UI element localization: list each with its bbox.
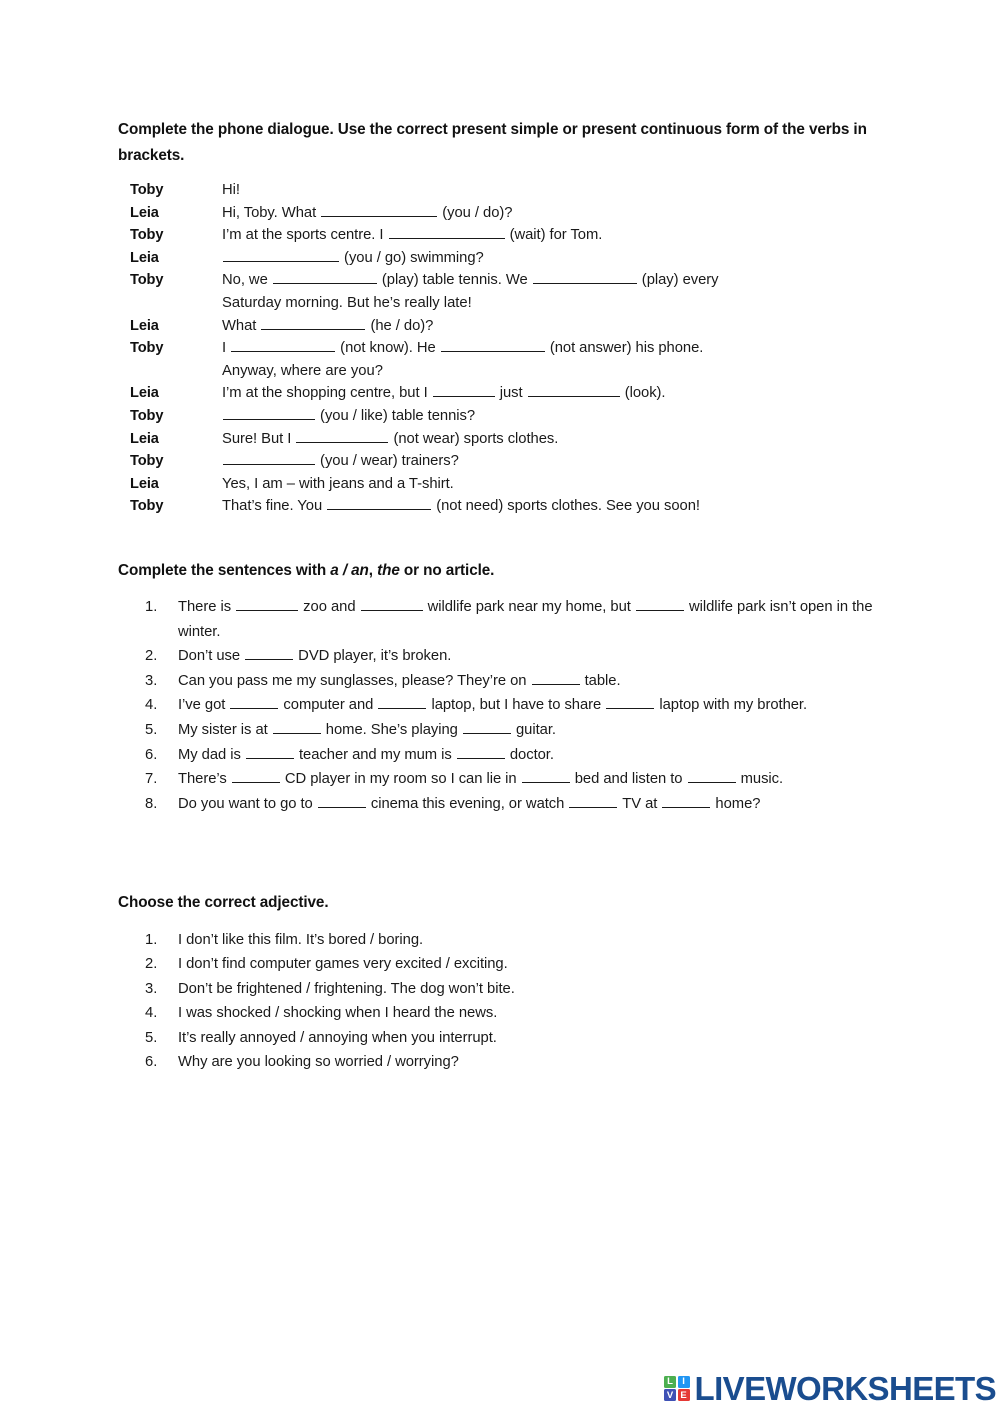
- logo-tile-i: I: [678, 1376, 690, 1388]
- list-item-number: 1.: [145, 932, 158, 948]
- list-item: [145, 1001, 905, 1025]
- dialogue-speaker-name: Toby: [130, 227, 164, 244]
- list-item-text: There’s CD player in my room so I can lie in bed and listen to music.: [178, 767, 905, 792]
- logo-tile-l: L: [664, 1376, 676, 1388]
- dialogue-line-text: I’m at the shopping centre, but I just (look).: [222, 382, 920, 405]
- answer-blank[interactable]: [389, 225, 505, 240]
- answer-blank[interactable]: [327, 496, 431, 511]
- dialogue-line: [130, 495, 920, 518]
- list-item-text: I’ve got computer and laptop, but I have to share laptop with my brother.: [178, 693, 905, 718]
- answer-blank[interactable]: [662, 793, 710, 808]
- answer-blank[interactable]: [532, 670, 580, 685]
- answer-blank[interactable]: [457, 744, 505, 759]
- list-item-number: 3.: [145, 980, 158, 997]
- dialogue-speaker-name: Leia: [130, 385, 159, 402]
- answer-blank[interactable]: [230, 695, 278, 710]
- dialogue-speaker-name: Toby: [130, 453, 164, 470]
- heading-articles-em-the: the: [377, 562, 400, 579]
- answer-blank[interactable]: [261, 315, 365, 330]
- answer-blank[interactable]: [378, 695, 426, 710]
- dialogue-speaker-name: Toby: [130, 272, 164, 289]
- heading-articles-em-a-an: a / an: [330, 562, 369, 579]
- dialogue-line-continuation: Anyway, where are you?: [222, 362, 383, 379]
- list-item-number: 5.: [145, 721, 158, 738]
- list-item: [145, 767, 905, 792]
- dialogue-line-text: (you / wear) trainers?: [222, 450, 920, 473]
- dialogue-speaker-name: Leia: [130, 317, 159, 334]
- list-item-text: My sister is at home. She’s playing guitar.: [178, 718, 905, 743]
- list-item-text[interactable]: I don’t like this film. It’s bored / boring.: [178, 932, 424, 948]
- dialogue-line: [130, 315, 920, 338]
- list-item-text[interactable]: I was shocked / shocking when I heard the news.: [178, 1005, 498, 1022]
- answer-blank[interactable]: [273, 719, 321, 734]
- dialogue-line: [130, 382, 920, 405]
- dialogue-line: [130, 473, 920, 496]
- list-item: [145, 1050, 905, 1074]
- dialogue-line-text: That’s fine. You (not need) sports clothes. See you soon!: [222, 495, 920, 518]
- section-heading-dialogue: Complete the phone dialogue. Use the correct present simple or present continuous form of the verbs in brackets.: [118, 121, 867, 164]
- list-item: [145, 644, 905, 669]
- answer-blank[interactable]: [223, 451, 315, 466]
- dialogue-line: [130, 269, 920, 292]
- dialogue-line-text: (you / like) table tennis?: [222, 405, 920, 428]
- answer-blank[interactable]: [688, 769, 736, 784]
- list-item: [145, 977, 905, 1001]
- dialogue-line-text: I (not know). He (not answer) his phone.: [222, 337, 920, 360]
- liveworksheets-wordmark: LIVEWORKSHEETS: [694, 1370, 996, 1407]
- dialogue-speaker-name: Toby: [130, 498, 164, 515]
- dialogue-line-continuation: Saturday morning. But he’s really late!: [222, 294, 472, 311]
- dialogue-speaker-name: Leia: [130, 249, 159, 266]
- list-item-number: 7.: [145, 771, 158, 788]
- answer-blank[interactable]: [522, 769, 570, 784]
- list-item: [145, 669, 905, 694]
- list-item: [145, 718, 905, 743]
- dialogue-line-text: (you / go) swimming?: [222, 247, 920, 270]
- list-item: [145, 1026, 905, 1050]
- list-item-number: 6.: [145, 746, 158, 763]
- dialogue-speaker-name: Leia: [130, 430, 159, 447]
- list-item: [145, 928, 905, 952]
- list-item-number: 1.: [145, 599, 158, 615]
- list-item-text[interactable]: Why are you looking so worried / worrying?: [178, 1054, 459, 1071]
- dialogue-line-text: I’m at the sports centre. I (wait) for Tom.: [222, 224, 920, 247]
- heading-articles-mid: ,: [368, 562, 378, 579]
- list-item-number: 3.: [145, 672, 158, 689]
- list-item: [145, 693, 905, 718]
- dialogue-line-text: No, we (play) table tennis. We (play) every: [222, 269, 920, 292]
- list-item-number: 4.: [145, 697, 158, 714]
- list-item-text[interactable]: Don’t be frightened / frightening. The dog won’t bite.: [178, 980, 515, 997]
- dialogue-speaker-name: Toby: [130, 182, 164, 198]
- liveworksheets-logo-icon: [664, 1376, 690, 1402]
- dialogue-line: [130, 450, 920, 473]
- answer-blank[interactable]: [223, 247, 339, 262]
- answer-blank[interactable]: [569, 793, 617, 808]
- heading-articles-prefix: Complete the sentences with: [118, 562, 331, 579]
- section-heading-adjectives: Choose the correct adjective.: [118, 894, 329, 911]
- list-item-number: 6.: [145, 1054, 158, 1071]
- dialogue-line-text: What (he / do)?: [222, 315, 920, 338]
- dialogue-speaker-name: Toby: [130, 340, 164, 357]
- answer-blank[interactable]: [223, 405, 315, 420]
- list-item-number: 2.: [145, 648, 158, 665]
- list-item: [145, 952, 905, 976]
- list-item-text[interactable]: It’s really annoyed / annoying when you interrupt.: [178, 1029, 497, 1046]
- dialogue-line-text: Yes, I am – with jeans and a T-shirt.: [222, 475, 454, 492]
- list-item: [145, 792, 905, 817]
- answer-blank[interactable]: [463, 719, 511, 734]
- dialogue-line: [130, 224, 920, 247]
- answer-blank[interactable]: [231, 338, 335, 353]
- list-item: [145, 595, 905, 644]
- answer-blank[interactable]: [246, 744, 294, 759]
- list-item: [145, 743, 905, 768]
- list-item-text: My dad is teacher and my mum is doctor.: [178, 743, 905, 768]
- dialogue-line-text: Sure! But I (not wear) sports clothes.: [222, 428, 920, 451]
- list-item-number: 4.: [145, 1005, 158, 1022]
- answer-blank[interactable]: [441, 338, 545, 353]
- dialogue-speaker-name: Leia: [130, 204, 159, 221]
- answer-blank[interactable]: [636, 596, 684, 611]
- answer-blank[interactable]: [528, 383, 620, 398]
- dialogue-line: [130, 247, 920, 270]
- articles-question-list: [145, 595, 905, 816]
- answer-blank[interactable]: [606, 695, 654, 710]
- dialogue-speaker-name: Leia: [130, 475, 159, 492]
- dialogue-line: [130, 337, 920, 360]
- answer-blank[interactable]: [245, 646, 293, 661]
- answer-blank[interactable]: [273, 270, 377, 285]
- list-item-text: Don’t use DVD player, it’s broken.: [178, 644, 905, 669]
- dialogue-line: [130, 179, 920, 202]
- dialogue-line: [130, 428, 920, 451]
- answer-blank[interactable]: [232, 769, 280, 784]
- phone-dialogue-list: [130, 179, 920, 518]
- logo-tile-e: E: [678, 1389, 690, 1401]
- list-item-number: 2.: [145, 956, 158, 973]
- liveworksheets-logo: [664, 1372, 996, 1405]
- answer-blank[interactable]: [321, 202, 437, 217]
- list-item-text: Can you pass me my sunglasses, please? They’re on table.: [178, 669, 905, 694]
- logo-tile-v: V: [664, 1389, 676, 1401]
- dialogue-line: [130, 202, 920, 225]
- answer-blank[interactable]: [318, 793, 366, 808]
- dialogue-line-text: Hi, Toby. What (you / do)?: [222, 202, 920, 225]
- heading-articles-suffix: or no article.: [399, 562, 495, 579]
- list-item-text: There is zoo and wildlife park near my home, but wildlife park isn’t open in the winter.: [178, 595, 905, 644]
- answer-blank[interactable]: [433, 383, 495, 398]
- section-heading-articles: [118, 558, 878, 584]
- answer-blank[interactable]: [361, 596, 423, 611]
- list-item-number: 8.: [145, 795, 158, 812]
- list-item-text[interactable]: I don’t find computer games very excited / exciting.: [178, 956, 508, 973]
- list-item-text: Do you want to go to cinema this evening, or watch TV at home?: [178, 792, 905, 817]
- dialogue-line-text: Hi!: [222, 182, 240, 198]
- answer-blank[interactable]: [296, 428, 388, 443]
- dialogue-speaker-name: Toby: [130, 407, 164, 424]
- list-item-number: 5.: [145, 1029, 158, 1046]
- adjectives-question-list: [145, 928, 905, 1074]
- answer-blank[interactable]: [236, 596, 298, 611]
- dialogue-line: [130, 405, 920, 428]
- answer-blank[interactable]: [533, 270, 637, 285]
